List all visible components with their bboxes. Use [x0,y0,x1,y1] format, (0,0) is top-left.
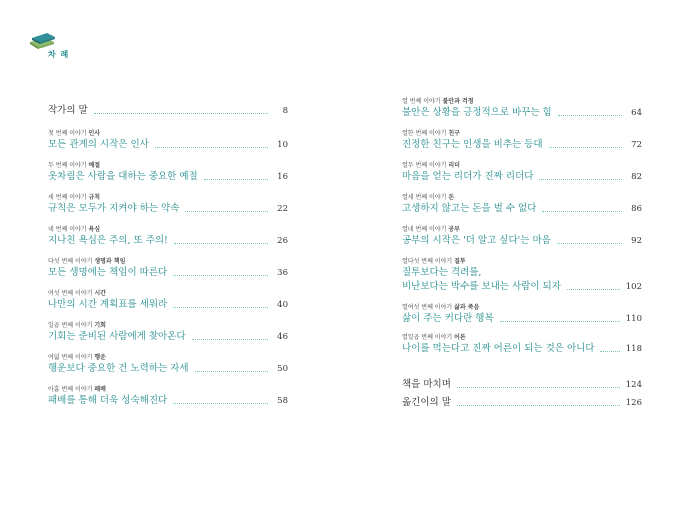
chapter-number-label: 열두 번째 이야기 [402,162,447,169]
chapter-theme: 돈 [448,194,455,201]
page-number: 72 [631,140,642,150]
chapter-title: 행운보다 중요한 건 노력하는 자세 [48,363,189,374]
toc-line [402,202,642,216]
chapter-number [48,226,288,234]
chapter-theme: 생명과 책임 [94,258,126,265]
page-number: 58 [277,396,288,406]
chapter-theme: 행운 [94,354,106,361]
toc-header [28,30,88,70]
chapter-number [402,226,642,234]
chapter-number-label: 열 번째 이야기 [402,98,441,105]
chapter-number-label: 열네 번째 이야기 [402,226,447,233]
books-icon [28,30,58,50]
toc-entry [402,130,642,152]
toc-line [402,138,642,152]
chapter-theme: 리더 [448,162,460,169]
chapter-title: 모든 생명에는 책임이 따른다 [48,267,168,278]
toc-line [48,266,288,280]
page-number: 92 [631,236,642,246]
toc-line [402,312,642,326]
dot-leader [457,386,620,388]
toc-entry [402,98,642,120]
chapter-number [48,194,288,202]
toc-entry [402,304,642,326]
dot-leader [600,350,619,352]
page-number: 16 [277,172,288,182]
chapter-theme: 불안과 걱정 [442,98,474,105]
toc-line [402,170,642,184]
chapter-theme: 패배 [94,386,106,393]
toc-entry [402,258,642,294]
toc-line [48,104,288,118]
chapter-number-label: 열한 번째 이야기 [402,130,447,137]
page-number: 36 [277,268,288,278]
dot-leader [155,146,268,148]
dot-leader [173,402,268,404]
toc-entry [48,194,288,216]
chapter-title: 책을 마치며 [402,379,451,390]
dot-leader [174,242,268,244]
chapter-title: 고생하지 않고는 돈을 벌 수 없다 [402,203,537,214]
toc-line [402,106,642,120]
chapter-number-label: 다섯 번째 이야기 [48,258,93,265]
toc-line [402,396,642,410]
dot-leader [195,370,268,372]
dot-leader [173,306,268,308]
chapter-number-label: 여덟 번째 이야기 [48,354,93,361]
chapter-number [48,258,288,266]
chapter-title: 모든 관계의 시작은 인사 [48,139,149,150]
toc-line [48,330,288,344]
toc-label: 차 례 [48,50,70,59]
chapter-title: 옮긴이의 말 [402,397,451,408]
chapter-number [48,162,288,170]
toc-entry [48,354,288,376]
chapter-number-label: 세 번째 이야기 [48,194,87,201]
page-number: 118 [625,344,642,354]
chapter-title: 패배를 통해 더욱 성숙해진다 [48,395,168,406]
chapter-number [402,98,642,106]
toc-entry [48,290,288,312]
toc-line [48,362,288,376]
toc-entry [402,378,642,392]
dot-leader [173,274,268,276]
page-number: 22 [277,204,288,214]
chapter-number [402,130,642,138]
chapter-title-line: 질투보다는 격려를, [402,267,482,278]
chapter-theme: 시간 [94,290,106,297]
chapter-theme: 규칙 [88,194,101,201]
page-number: 40 [277,300,288,310]
chapter-number-label: 첫 번째 이야기 [48,130,87,137]
toc-line [402,342,642,356]
chapter-theme: 인사 [88,130,101,137]
chapter-theme: 예절 [88,162,101,169]
chapter-number-label: 일곱 번째 이야기 [48,322,93,329]
page-number: 86 [631,204,642,214]
page-number: 82 [631,172,642,182]
toc-entry [48,130,288,152]
chapter-title: 작가의 말 [48,105,88,116]
chapter-theme: 기회 [94,322,106,329]
toc-line [48,298,288,312]
page-number: 50 [277,364,288,374]
chapter-number-label: 여섯 번째 이야기 [48,290,93,297]
chapter-theme: 친구 [448,130,460,137]
toc-entry [402,334,642,356]
toc-line [402,234,642,248]
toc-line [48,234,288,248]
dot-leader [539,178,622,180]
chapter-number-label: 열세 번째 이야기 [402,194,447,201]
chapter-number [402,334,642,342]
chapter-theme: 삶과 죽음 [454,304,480,311]
chapter-number [48,354,288,362]
dot-leader [549,146,622,148]
chapter-number [48,130,288,138]
chapter-title: 규칙은 모두가 지켜야 하는 약속 [48,203,180,214]
chapter-title: 옷차림은 사람을 대하는 중요한 예절 [48,171,198,182]
page-number: 64 [631,108,642,118]
chapter-title: 기회는 준비된 사람에게 찾아온다 [48,331,186,342]
chapter-title: 비난보다는 박수를 보내는 사람이 되자 [402,281,561,292]
dot-leader [557,242,622,244]
toc-entry [402,162,642,184]
chapter-number-label: 열여섯 번째 이야기 [402,304,453,311]
toc-entry [402,226,642,248]
chapter-number [48,322,288,330]
page-number: 10 [277,140,288,150]
dot-leader [542,210,622,212]
toc-entry [48,104,288,118]
chapter-number [48,386,288,394]
dot-leader [457,404,620,406]
toc-line [402,280,642,294]
chapter-theme: 욕심 [88,226,101,233]
dot-leader [94,112,268,114]
dot-leader [558,114,622,116]
chapter-title: 공부의 시작은 '더 알고 싶다'는 마음 [402,235,551,246]
chapter-number [48,290,288,298]
page-number: 46 [277,332,288,342]
dot-leader [567,288,620,290]
page-number: 124 [625,380,642,390]
chapter-number-label: 두 번째 이야기 [48,162,87,169]
chapter-title: 삶이 주는 커다란 행복 [402,313,494,324]
chapter-title: 불안은 상황을 긍정적으로 바꾸는 힘 [402,107,552,118]
toc-line [48,394,288,408]
chapter-number-label: 열다섯 번째 이야기 [402,258,453,265]
chapter-title: 지나친 욕심은 주의, 또 주의! [48,235,168,246]
toc-line [402,378,642,392]
toc-entry [402,396,642,410]
chapter-number [402,304,642,312]
toc-entry [48,258,288,280]
chapter-theme: 공부 [448,226,460,233]
toc-line [48,138,288,152]
toc-entry [402,194,642,216]
toc-line [48,170,288,184]
page-number: 126 [625,398,642,408]
chapter-title: 나이를 먹는다고 진짜 어른이 되는 것은 아니다 [402,343,595,354]
dot-leader [185,210,268,212]
toc-entry [48,386,288,408]
page-number: 102 [625,282,642,292]
page-number: 26 [277,236,288,246]
chapter-theme: 질투 [454,258,466,265]
page-number: 8 [282,106,288,116]
chapter-number-label: 네 번째 이야기 [48,226,87,233]
chapter-number-label: 아홉 번째 이야기 [48,386,93,393]
chapter-title: 마음을 얻는 리더가 진짜 리더다 [402,171,534,182]
chapter-number [402,194,642,202]
toc-entry [48,226,288,248]
chapter-theme: 어른 [454,334,466,341]
chapter-title: 나만의 시간 계획표를 세워라 [48,299,168,310]
chapter-title: 진정한 친구는 인생을 비추는 등대 [402,139,543,150]
dot-leader [204,178,268,180]
toc-line [48,202,288,216]
toc-entry [48,322,288,344]
chapter-number-label: 열일곱 번째 이야기 [402,334,453,341]
dot-leader [192,338,268,340]
chapter-number [402,162,642,170]
page-number: 110 [625,314,642,324]
dot-leader [500,320,620,322]
toc-entry [48,162,288,184]
chapter-number [402,258,642,266]
